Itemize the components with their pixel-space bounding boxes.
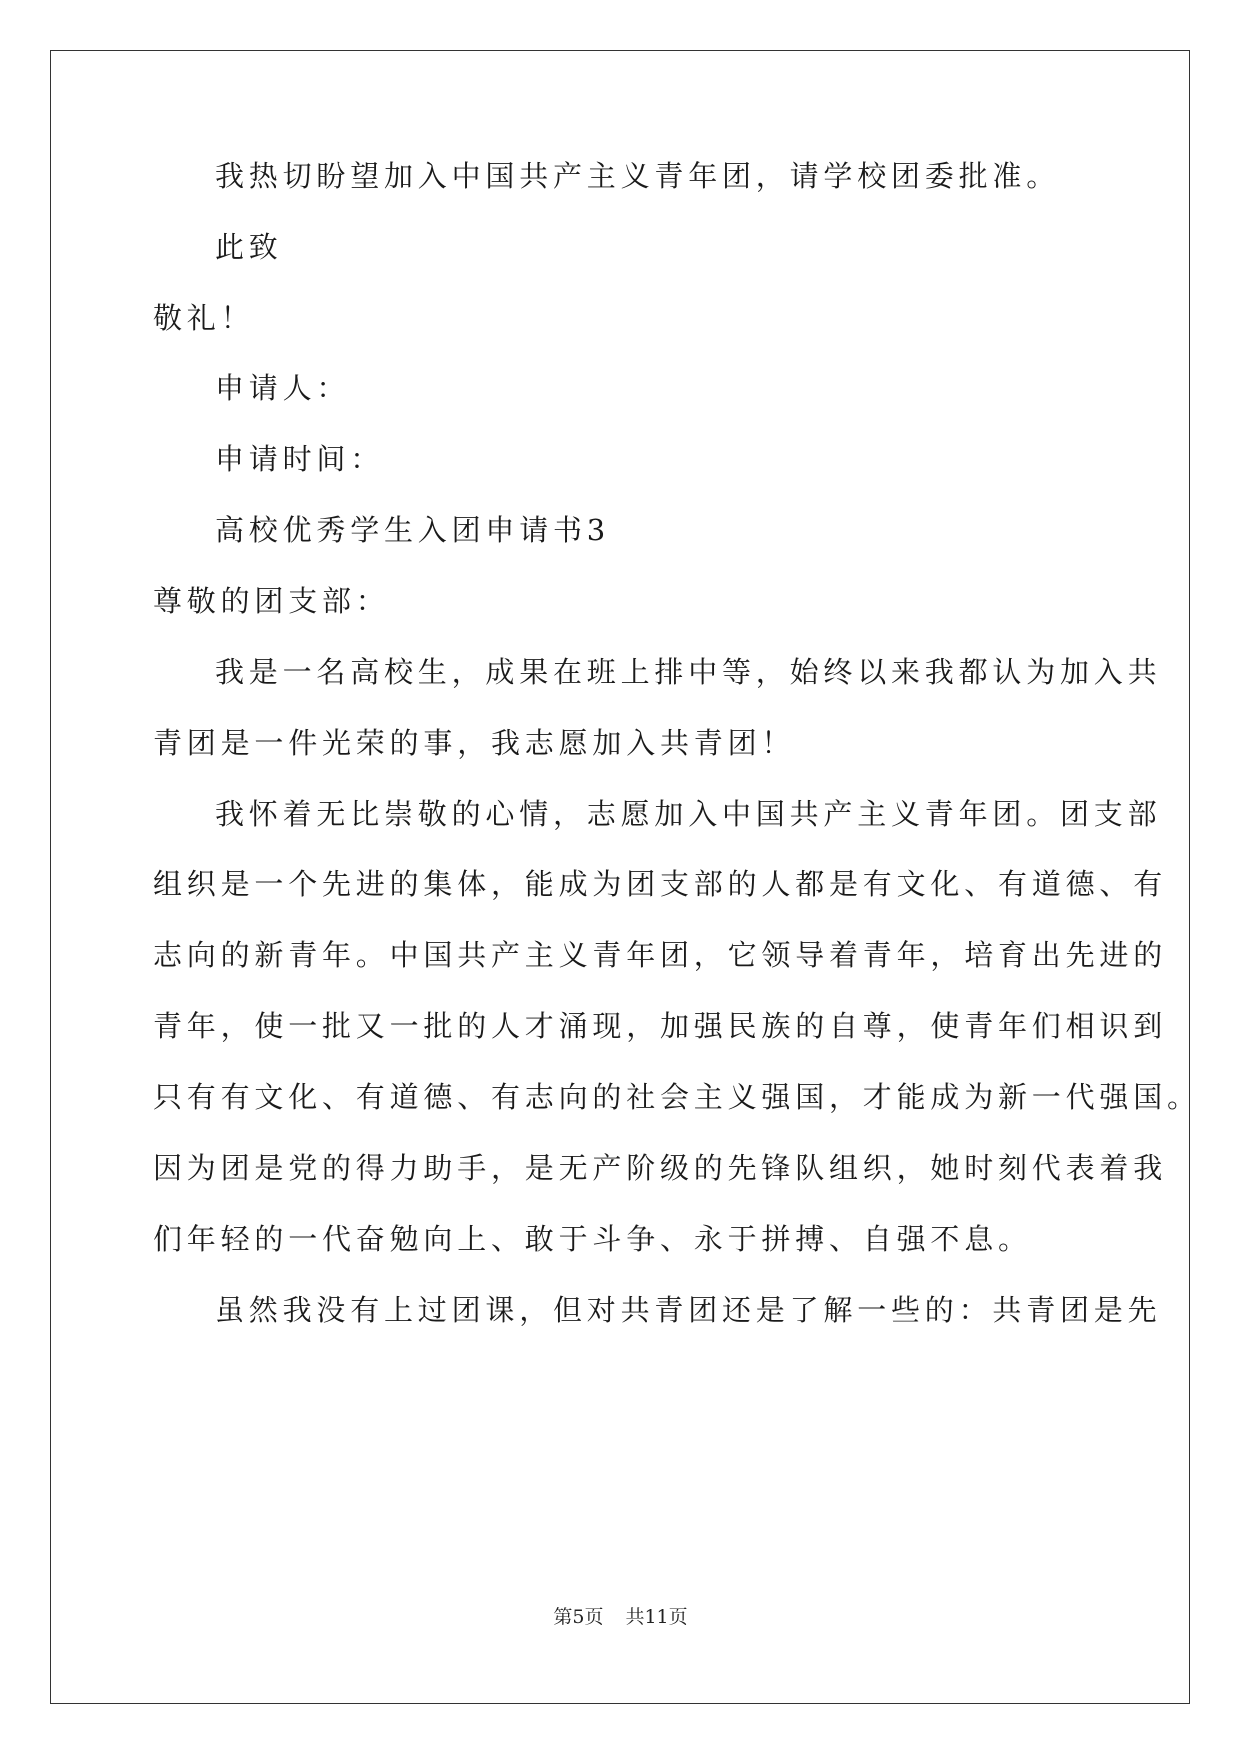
body-line: 虽然我没有上过团课，但对共青团还是了解一些的：共青团是先 [215,1293,1162,1327]
body-line: 们年轻的一代奋勉向上、敢于斗争、永于拼搏、自强不息。 [153,1222,1032,1256]
paragraph-request-approval: 我热切盼望加入中国共产主义青年团，请学校团委批准。 [215,159,1061,193]
body-line: 因为团是党的得力助手，是无产阶级的先锋队组织，她时刻代表着我 [153,1151,1168,1185]
body-line: 组织是一个先进的集体，能成为团支部的人都是有文化、有道德、有 [153,867,1168,901]
greeting: 尊敬的团支部： [153,584,390,618]
page-footer [0,1605,1241,1629]
body-line: 只有有文化、有道德、有志向的社会主义强国，才能成为新一代强国。 [153,1080,1201,1114]
body-line: 青年，使一批又一批的人才涌现，加强民族的自尊，使青年们相识到 [153,1009,1168,1043]
closing-regards: 敬礼！ [153,301,255,335]
body-line: 我怀着无比崇敬的心情，志愿加入中国共产主义青年团。团支部 [215,797,1162,831]
body-line: 我是一名高校生，成果在班上排中等，始终以来我都认为加入共 [215,655,1162,689]
section-heading: 高校优秀学生入团申请书3 [215,513,611,547]
application-date-label: 申请时间： [215,442,385,476]
body-line: 青团是一件光荣的事，我志愿加入共青团！ [153,726,796,760]
closing-salutation: 此致 [215,230,283,264]
body-line: 志向的新青年。中国共产主义青年团，它领导着青年，培育出先进的 [153,938,1168,972]
page-number-current: 第5页 [553,1606,604,1628]
page-number-total: 共11页 [625,1606,688,1628]
applicant-label: 申请人： [215,371,351,405]
